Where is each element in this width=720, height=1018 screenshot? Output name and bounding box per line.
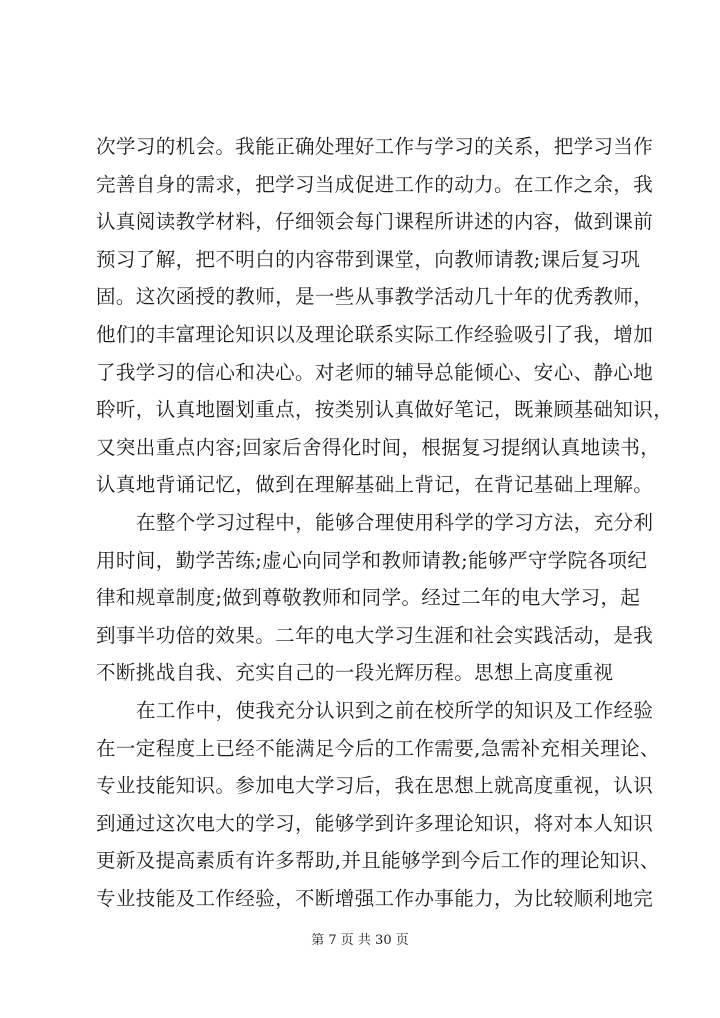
text-line: 认真地背诵记忆，做到在理解基础上背记，在背记基础上理解。 <box>96 473 654 497</box>
text-line: 了我学习的信心和决心。对老师的辅导总能倾心、安心、静心地 <box>96 360 654 384</box>
text-line: 他们的丰富理论知识以及理论联系实际工作经验吸引了我，增加 <box>96 322 654 346</box>
text-line: 又突出重点内容;回家后舍得化时间，根据复习提纲认真地读书， <box>96 435 661 459</box>
text-line: 更新及提高素质有许多帮助,并且能够学到今后工作的理论知识、 <box>96 849 660 873</box>
text-line: 固。这次函授的教师，是一些从事教学活动几十年的优秀教师， <box>96 285 654 309</box>
text-line: 律和规章制度;做到尊敬教师和同学。经过二年的电大学习，起 <box>96 586 641 610</box>
text-line: 到通过这次电大的学习，能够学到许多理论知识，将对本人知识 <box>96 811 654 835</box>
text-line: 到事半功倍的效果。二年的电大学习生涯和社会实践活动，是我 <box>96 623 654 647</box>
text-line: 认真阅读教学材料，仔细领会每门课程所讲述的内容，做到课前 <box>96 210 654 234</box>
text-line: 次学习的机会。我能正确处理好工作与学习的关系，把学习当作 <box>96 135 654 158</box>
text-line: 预习了解，把不明白的内容带到课堂，向教师请教;课后复习巩 <box>96 247 641 271</box>
paragraph-start-line: 在整个学习过程中，能够合理使用科学的学习方法，充分利 <box>136 510 654 534</box>
paragraph-start-line: 在工作中，使我充分认识到之前在校所学的知识及工作经验 <box>136 698 654 722</box>
text-line: 聆听，认真地圈划重点，按类别认真做好笔记，既兼顾基础知识， <box>96 398 674 422</box>
text-line: 用时间，勤学苦练;虚心向同学和教师请教;能够严守学院各项纪 <box>96 548 648 572</box>
body-text <box>96 128 674 917</box>
text-line: 专业技能知识。参加电大学习后，我在思想上就高度重视，认识 <box>96 774 654 798</box>
text-line: 不断挑战自我、充实自己的一段光辉历程。思想上高度重视 <box>96 661 614 685</box>
text-line: 专业技能及工作经验，不断增强工作办事能力，为比较顺利地完 <box>96 886 654 910</box>
text-line: 完善自身的需求，把学习当成促进工作的动力。在工作之余，我 <box>96 172 654 196</box>
text-line: 在一定程度上已经不能满足今后的工作需要,急需补充相关理论、 <box>96 736 660 760</box>
page-footer: 第 7 页 共 30 页 <box>311 933 409 948</box>
